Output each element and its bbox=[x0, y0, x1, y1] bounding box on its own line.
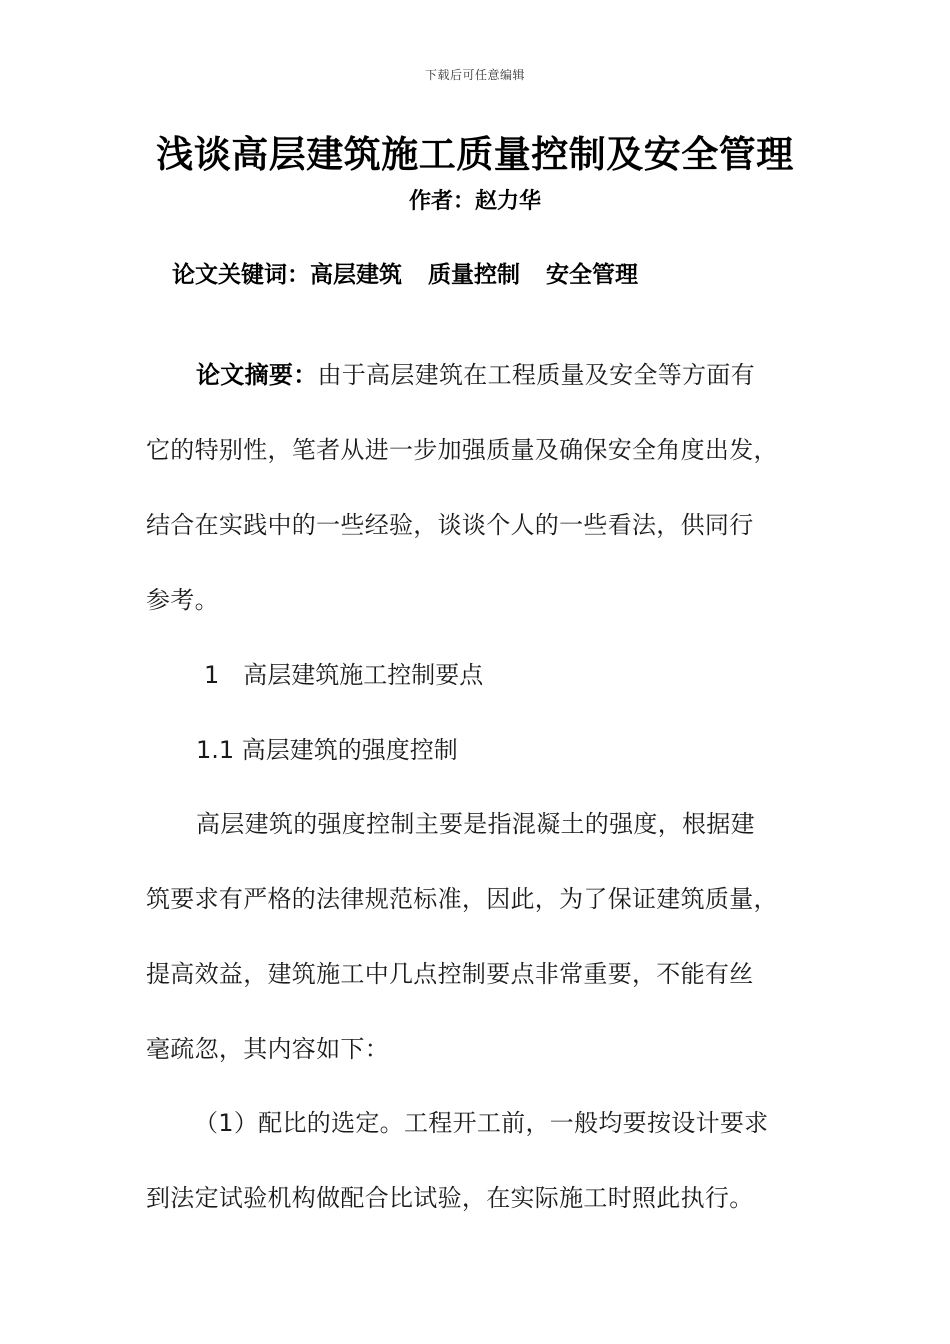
section-heading bbox=[204, 655, 483, 690]
abstract-line: 参考。 bbox=[146, 586, 219, 614]
body-line: （1）配比的选定。工程开工前，一般均要按设计要求 bbox=[194, 1109, 769, 1137]
header-note: 下载后可任意编辑 bbox=[424, 68, 525, 82]
abstract-line: 它的特别性，笔者从进一步加强质量及确保安全角度出发， bbox=[146, 436, 778, 464]
document-title: 浅谈高层建筑施工质量控制及安全管理 bbox=[156, 133, 794, 176]
body-line: 到法定试验机构做配合比试验，在实际施工时照此执行。 bbox=[146, 1184, 754, 1212]
author-line: 作者：赵力华 bbox=[408, 189, 541, 214]
body-line: 毫疏忽，其内容如下： bbox=[146, 1035, 389, 1063]
keyword-item: 安全管理 bbox=[546, 262, 638, 288]
body-line: 高层建筑的强度控制主要是指混凝土的强度，根据建 bbox=[196, 810, 755, 838]
keyword-item: 高层建筑 bbox=[310, 262, 402, 288]
section-title: 高层建筑施工控制要点 bbox=[243, 661, 484, 689]
keywords-line bbox=[172, 256, 664, 289]
section-number: 1 bbox=[204, 661, 220, 689]
abstract-label: 论文摘要： bbox=[196, 361, 318, 389]
body-line: 筑要求有严格的法律规范标准，因此，为了保证建筑质量， bbox=[146, 885, 778, 913]
abstract-line: 结合在实践中的一些经验，谈谈个人的一些看法，供同行 bbox=[146, 511, 754, 539]
abstract-line bbox=[196, 355, 755, 390]
keywords-label: 论文关键词： bbox=[172, 262, 310, 288]
subsection-heading: 1.1 高层建筑的强度控制 bbox=[196, 736, 458, 764]
body-line: 提高效益，建筑施工中几点控制要点非常重要，不能有丝 bbox=[146, 960, 754, 988]
keyword-item: 质量控制 bbox=[428, 262, 520, 288]
abstract-text: 由于高层建筑在工程质量及安全等方面有 bbox=[317, 361, 755, 389]
